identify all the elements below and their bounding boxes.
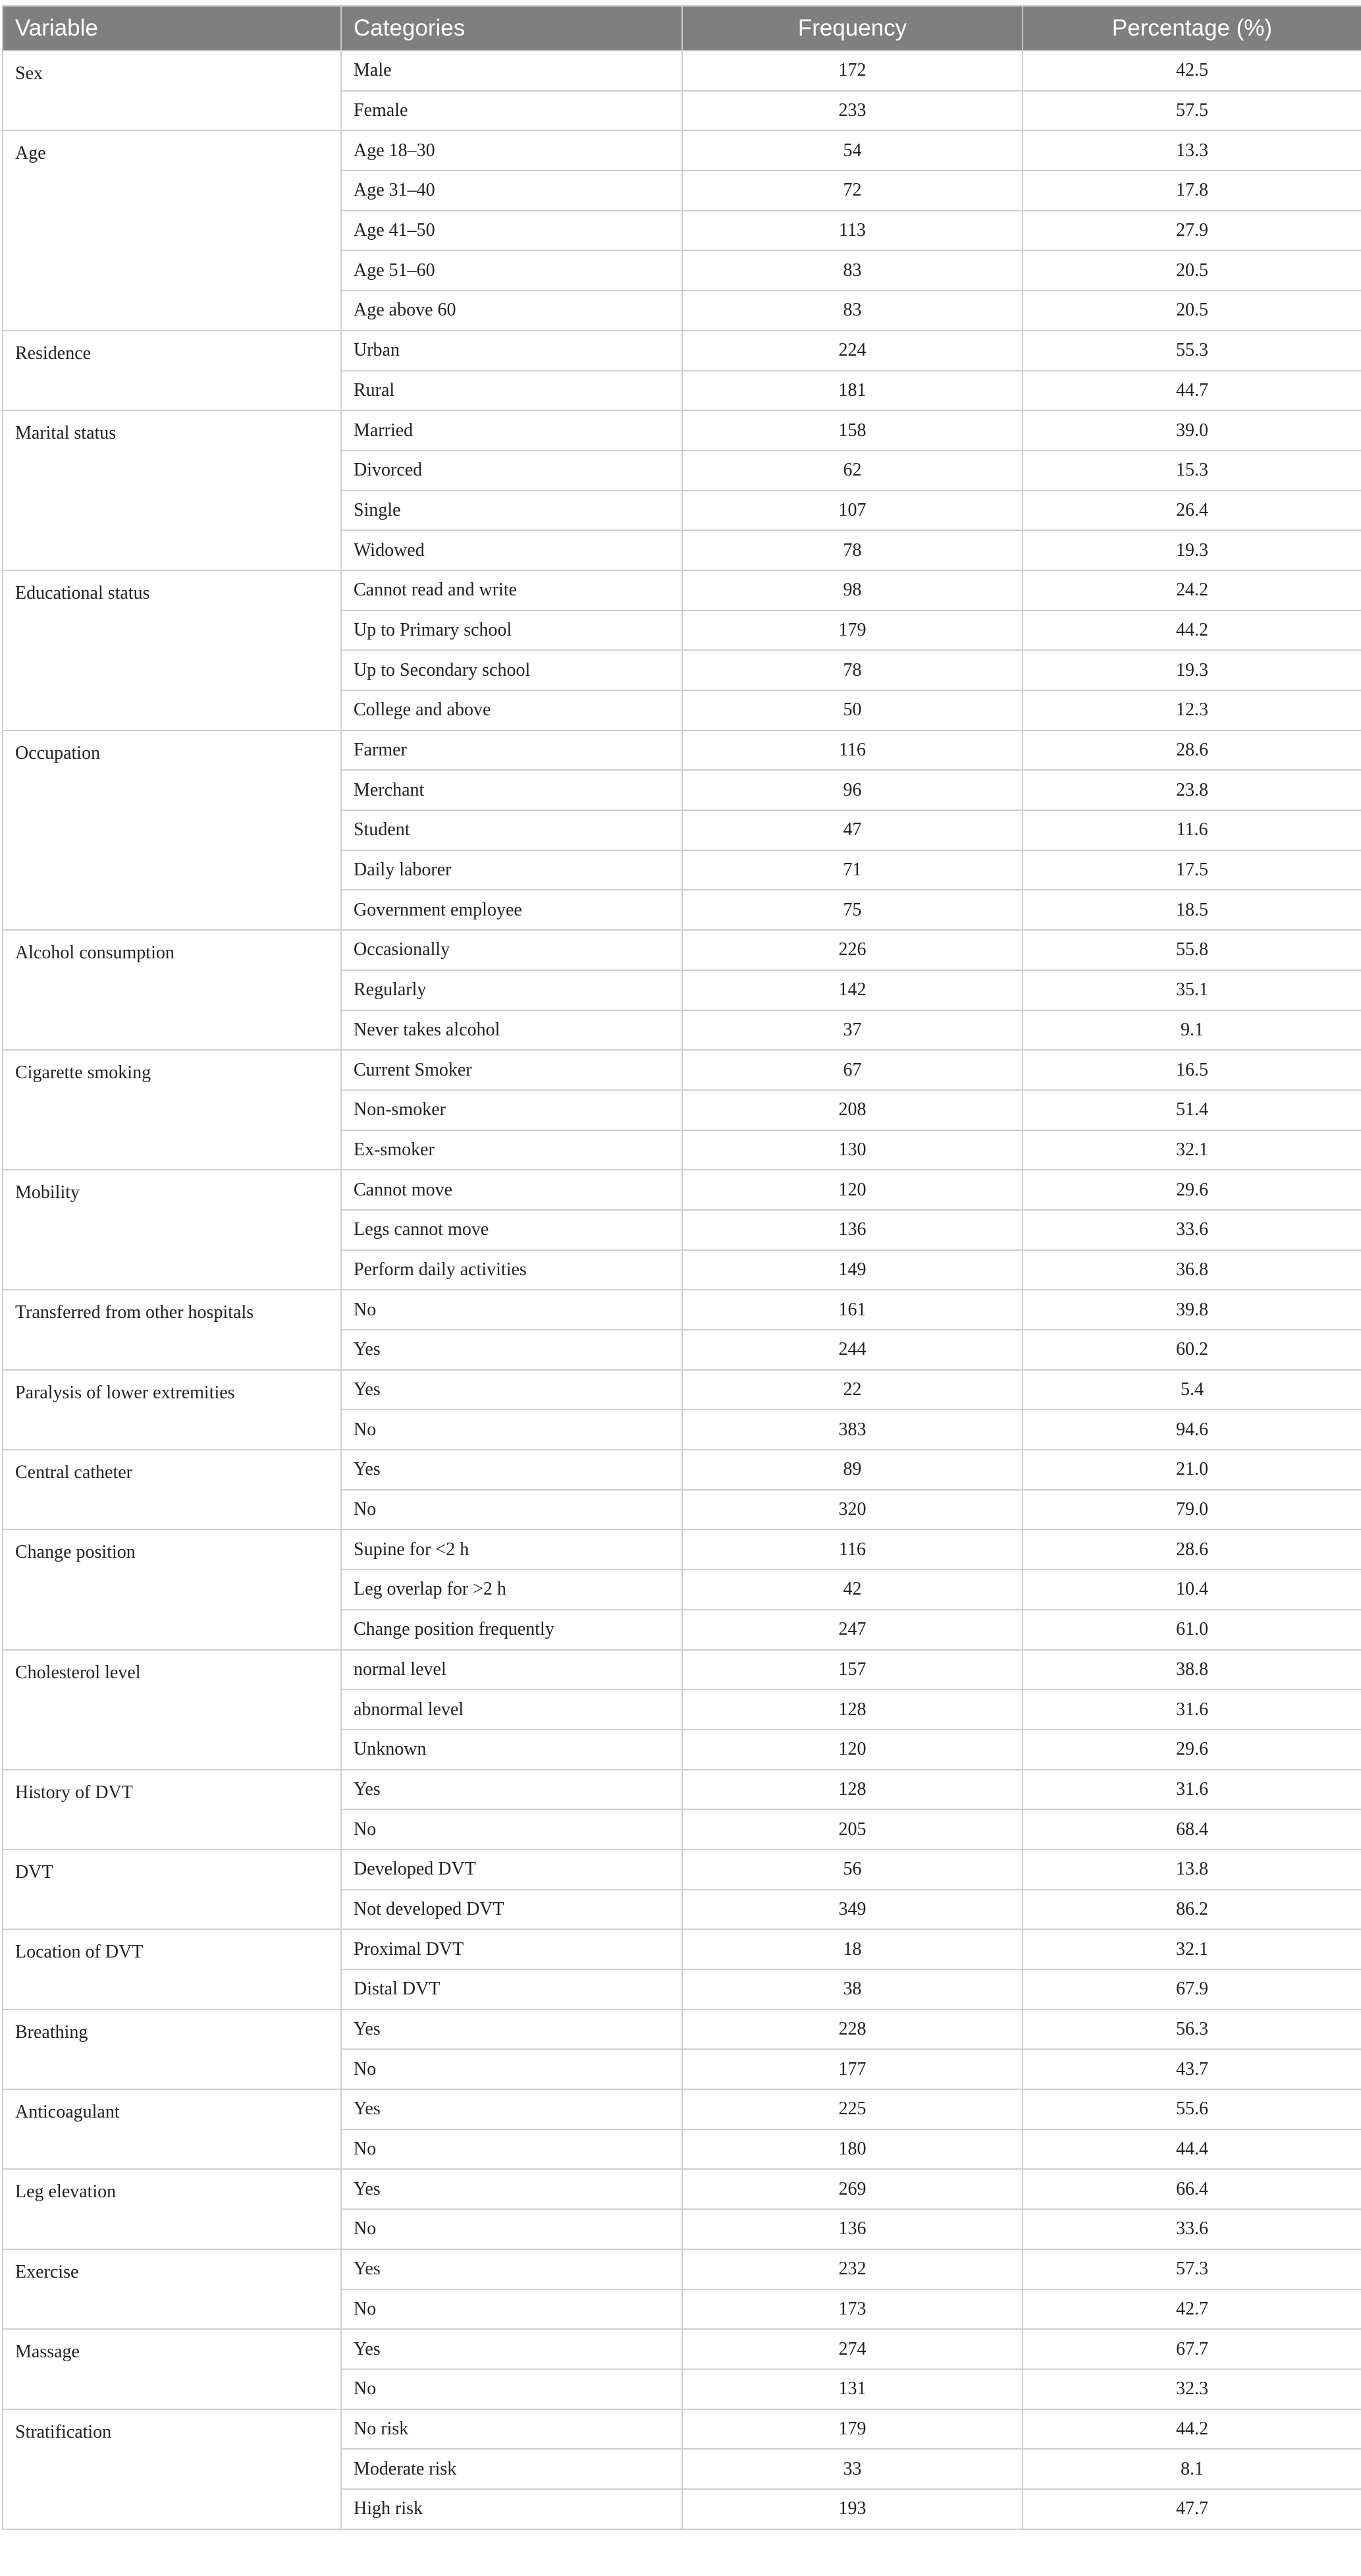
frequency-cell: 72 — [682, 171, 1023, 211]
table-body — [3, 51, 1361, 2529]
frequency-cell: 107 — [682, 491, 1023, 531]
percentage-cell: 13.3 — [1023, 130, 1361, 171]
category-cell: Merchant — [341, 770, 682, 810]
frequency-cell: 149 — [682, 1250, 1023, 1290]
frequency-cell: 120 — [682, 1730, 1023, 1770]
frequency-cell: 172 — [682, 51, 1023, 91]
variable-cell: Central catheter — [3, 1450, 341, 1529]
table-row — [3, 1529, 1361, 1570]
variable-cell: Massage — [3, 2329, 341, 2409]
variable-cell: Breathing — [3, 2010, 341, 2089]
category-cell: No — [341, 1410, 682, 1450]
percentage-cell: 5.4 — [1023, 1370, 1361, 1410]
percentage-cell: 32.1 — [1023, 1130, 1361, 1170]
frequency-cell: 67 — [682, 1050, 1023, 1090]
table-row — [3, 130, 1361, 171]
percentage-cell: 47.7 — [1023, 2489, 1361, 2529]
variable-cell: Cholesterol level — [3, 1650, 341, 1770]
category-cell: Yes — [341, 2249, 682, 2289]
category-cell: Regularly — [341, 970, 682, 1010]
category-cell: Farmer — [341, 730, 682, 771]
percentage-cell: 9.1 — [1023, 1010, 1361, 1051]
frequency-cell: 78 — [682, 530, 1023, 570]
percentage-cell: 13.8 — [1023, 1850, 1361, 1890]
variable-cell: Age — [3, 130, 341, 330]
category-cell: Supine for <2 h — [341, 1529, 682, 1570]
frequency-cell: 383 — [682, 1410, 1023, 1450]
percentage-cell: 79.0 — [1023, 1490, 1361, 1530]
category-cell: Change position frequently — [341, 1610, 682, 1650]
variable-cell: Mobility — [3, 1170, 341, 1290]
percentage-cell: 55.6 — [1023, 2089, 1361, 2129]
frequency-cell: 179 — [682, 611, 1023, 651]
variable-cell: Sex — [3, 51, 341, 130]
frequency-cell: 47 — [682, 810, 1023, 850]
category-cell: Perform daily activities — [341, 1250, 682, 1290]
category-cell: Cannot read and write — [341, 570, 682, 611]
variable-cell: Paralysis of lower extremities — [3, 1370, 341, 1450]
category-cell: Up to Primary school — [341, 611, 682, 651]
percentage-cell: 60.2 — [1023, 1330, 1361, 1370]
percentage-cell: 57.5 — [1023, 91, 1361, 131]
category-cell: Female — [341, 91, 682, 131]
frequency-cell: 116 — [682, 1529, 1023, 1570]
frequency-cell: 180 — [682, 2129, 1023, 2170]
frequency-cell: 247 — [682, 1610, 1023, 1650]
frequency-cell: 161 — [682, 1290, 1023, 1330]
table-row — [3, 2249, 1361, 2289]
frequency-cell: 83 — [682, 250, 1023, 290]
category-cell: No — [341, 1809, 682, 1850]
category-cell: Cannot move — [341, 1170, 682, 1210]
category-cell: College and above — [341, 690, 682, 730]
category-cell: Age 18–30 — [341, 130, 682, 171]
percentage-cell: 26.4 — [1023, 491, 1361, 531]
category-cell: Divorced — [341, 451, 682, 491]
frequency-cell: 113 — [682, 211, 1023, 251]
category-cell: Age 31–40 — [341, 171, 682, 211]
table-row — [3, 1170, 1361, 1210]
category-cell: Yes — [341, 1770, 682, 1810]
category-cell: No — [341, 2049, 682, 2089]
percentage-cell: 35.1 — [1023, 970, 1361, 1010]
category-cell: Married — [341, 410, 682, 451]
frequency-cell: 22 — [682, 1370, 1023, 1410]
percentage-cell: 29.6 — [1023, 1730, 1361, 1770]
frequency-cell: 54 — [682, 130, 1023, 171]
percentage-cell: 15.3 — [1023, 451, 1361, 491]
table-row — [3, 570, 1361, 611]
percentage-cell: 21.0 — [1023, 1450, 1361, 1490]
percentage-cell: 32.1 — [1023, 1929, 1361, 1969]
frequency-cell: 177 — [682, 2049, 1023, 2089]
category-cell: Leg overlap for >2 h — [341, 1570, 682, 1610]
percentage-cell: 43.7 — [1023, 2049, 1361, 2089]
variable-cell: Marital status — [3, 410, 341, 570]
frequency-cell: 244 — [682, 1330, 1023, 1370]
header-percentage: Percentage (%) — [1023, 6, 1361, 51]
table-row — [3, 2089, 1361, 2129]
frequency-cell: 62 — [682, 451, 1023, 491]
category-cell: Legs cannot move — [341, 1210, 682, 1250]
percentage-cell: 38.8 — [1023, 1650, 1361, 1690]
frequency-cell: 128 — [682, 1770, 1023, 1810]
frequency-cell: 226 — [682, 930, 1023, 970]
variable-cell: Alcohol consumption — [3, 930, 341, 1050]
percentage-cell: 31.6 — [1023, 1770, 1361, 1810]
frequency-cell: 89 — [682, 1450, 1023, 1490]
frequency-cell: 98 — [682, 570, 1023, 611]
category-cell: Yes — [341, 2169, 682, 2209]
frequency-cell: 42 — [682, 1570, 1023, 1610]
category-cell: No — [341, 2209, 682, 2249]
category-cell: Yes — [341, 1370, 682, 1410]
frequency-cell: 50 — [682, 690, 1023, 730]
category-cell: Proximal DVT — [341, 1929, 682, 1969]
frequency-cell: 130 — [682, 1130, 1023, 1170]
variable-cell: DVT — [3, 1850, 341, 1929]
category-cell: Age 51–60 — [341, 250, 682, 290]
percentage-cell: 56.3 — [1023, 2010, 1361, 2050]
variable-cell: Educational status — [3, 570, 341, 730]
frequency-cell: 136 — [682, 1210, 1023, 1250]
header-categories: Categories — [341, 6, 682, 51]
percentage-cell: 39.8 — [1023, 1290, 1361, 1330]
percentage-cell: 19.3 — [1023, 650, 1361, 690]
category-cell: Distal DVT — [341, 1969, 682, 2010]
category-cell: Never takes alcohol — [341, 1010, 682, 1051]
frequency-table — [2, 5, 1361, 2530]
category-cell: abnormal level — [341, 1689, 682, 1730]
frequency-cell: 71 — [682, 850, 1023, 891]
percentage-cell: 44.4 — [1023, 2129, 1361, 2170]
percentage-cell: 44.7 — [1023, 371, 1361, 411]
frequency-cell: 274 — [682, 2329, 1023, 2369]
percentage-cell: 12.3 — [1023, 690, 1361, 730]
header-frequency: Frequency — [682, 6, 1023, 51]
percentage-cell: 32.3 — [1023, 2369, 1361, 2409]
percentage-cell: 36.8 — [1023, 1250, 1361, 1290]
percentage-cell: 55.3 — [1023, 331, 1361, 371]
frequency-cell: 179 — [682, 2409, 1023, 2450]
table-row — [3, 930, 1361, 970]
frequency-cell: 18 — [682, 1929, 1023, 1969]
percentage-cell: 51.4 — [1023, 1090, 1361, 1130]
percentage-cell: 42.7 — [1023, 2289, 1361, 2330]
percentage-cell: 17.8 — [1023, 171, 1361, 211]
frequency-cell: 225 — [682, 2089, 1023, 2129]
percentage-cell: 44.2 — [1023, 2409, 1361, 2450]
percentage-cell: 10.4 — [1023, 1570, 1361, 1610]
percentage-cell: 66.4 — [1023, 2169, 1361, 2209]
variable-cell: Cigarette smoking — [3, 1050, 341, 1170]
category-cell: Rural — [341, 371, 682, 411]
percentage-cell: 55.8 — [1023, 930, 1361, 970]
table-row — [3, 730, 1361, 771]
frequency-cell: 158 — [682, 410, 1023, 451]
category-cell: Current Smoker — [341, 1050, 682, 1090]
frequency-cell: 37 — [682, 1010, 1023, 1051]
category-cell: Ex-smoker — [341, 1130, 682, 1170]
table-header-row — [3, 6, 1361, 51]
frequency-cell: 181 — [682, 371, 1023, 411]
frequency-cell: 38 — [682, 1969, 1023, 2010]
percentage-cell: 20.5 — [1023, 290, 1361, 331]
table-row — [3, 1929, 1361, 1969]
table-row — [3, 1850, 1361, 1890]
frequency-cell: 33 — [682, 2449, 1023, 2489]
variable-cell: History of DVT — [3, 1770, 341, 1850]
category-cell: No — [341, 2129, 682, 2170]
variable-cell: Change position — [3, 1529, 341, 1649]
variable-cell: Residence — [3, 331, 341, 410]
table-row — [3, 1650, 1361, 1690]
category-cell: Male — [341, 51, 682, 91]
percentage-cell: 67.7 — [1023, 2329, 1361, 2369]
percentage-cell: 23.8 — [1023, 770, 1361, 810]
frequency-cell: 96 — [682, 770, 1023, 810]
percentage-cell: 27.9 — [1023, 211, 1361, 251]
frequency-cell: 120 — [682, 1170, 1023, 1210]
frequency-cell: 205 — [682, 1809, 1023, 1850]
table-row — [3, 331, 1361, 371]
percentage-cell: 33.6 — [1023, 1210, 1361, 1250]
category-cell: Urban — [341, 331, 682, 371]
category-cell: Occasionally — [341, 930, 682, 970]
category-cell: Developed DVT — [341, 1850, 682, 1890]
percentage-cell: 11.6 — [1023, 810, 1361, 850]
percentage-cell: 28.6 — [1023, 1529, 1361, 1570]
percentage-cell: 42.5 — [1023, 51, 1361, 91]
frequency-cell: 142 — [682, 970, 1023, 1010]
table-row — [3, 2169, 1361, 2209]
percentage-cell: 31.6 — [1023, 1689, 1361, 1730]
frequency-cell: 224 — [682, 331, 1023, 371]
frequency-cell: 116 — [682, 730, 1023, 771]
frequency-cell: 228 — [682, 2010, 1023, 2050]
category-cell: Not developed DVT — [341, 1890, 682, 1930]
variable-cell: Occupation — [3, 730, 341, 930]
frequency-cell: 128 — [682, 1689, 1023, 1730]
variable-cell: Location of DVT — [3, 1929, 341, 2009]
category-cell: Age 41–50 — [341, 211, 682, 251]
data-table-container — [2, 5, 1361, 2530]
frequency-cell: 233 — [682, 91, 1023, 131]
table-row — [3, 1450, 1361, 1490]
frequency-cell: 136 — [682, 2209, 1023, 2249]
category-cell: Yes — [341, 2329, 682, 2369]
category-cell: Single — [341, 491, 682, 531]
percentage-cell: 39.0 — [1023, 410, 1361, 451]
category-cell: No — [341, 1290, 682, 1330]
category-cell: Daily laborer — [341, 850, 682, 891]
frequency-cell: 320 — [682, 1490, 1023, 1530]
percentage-cell: 61.0 — [1023, 1610, 1361, 1650]
category-cell: No — [341, 2369, 682, 2409]
percentage-cell: 8.1 — [1023, 2449, 1361, 2489]
frequency-cell: 157 — [682, 1650, 1023, 1690]
frequency-cell: 56 — [682, 1850, 1023, 1890]
frequency-cell: 75 — [682, 890, 1023, 930]
variable-cell: Leg elevation — [3, 2169, 341, 2249]
percentage-cell: 19.3 — [1023, 530, 1361, 570]
percentage-cell: 16.5 — [1023, 1050, 1361, 1090]
header-variable: Variable — [3, 6, 341, 51]
frequency-cell: 208 — [682, 1090, 1023, 1130]
category-cell: Government employee — [341, 890, 682, 930]
category-cell: No risk — [341, 2409, 682, 2450]
table-row — [3, 2329, 1361, 2369]
category-cell: Yes — [341, 1330, 682, 1370]
category-cell: High risk — [341, 2489, 682, 2529]
category-cell: No — [341, 1490, 682, 1530]
frequency-cell: 232 — [682, 2249, 1023, 2289]
percentage-cell: 29.6 — [1023, 1170, 1361, 1210]
percentage-cell: 67.9 — [1023, 1969, 1361, 2010]
variable-cell: Stratification — [3, 2409, 341, 2529]
category-cell: normal level — [341, 1650, 682, 1690]
category-cell: Up to Secondary school — [341, 650, 682, 690]
table-row — [3, 1370, 1361, 1410]
category-cell: No — [341, 2289, 682, 2330]
frequency-cell: 269 — [682, 2169, 1023, 2209]
percentage-cell: 20.5 — [1023, 250, 1361, 290]
category-cell: Yes — [341, 1450, 682, 1490]
percentage-cell: 94.6 — [1023, 1410, 1361, 1450]
percentage-cell: 57.3 — [1023, 2249, 1361, 2289]
percentage-cell: 24.2 — [1023, 570, 1361, 611]
frequency-cell: 349 — [682, 1890, 1023, 1930]
frequency-cell: 83 — [682, 290, 1023, 331]
variable-cell: Transferred from other hospitals — [3, 1290, 341, 1369]
frequency-cell: 173 — [682, 2289, 1023, 2330]
percentage-cell: 68.4 — [1023, 1809, 1361, 1850]
variable-cell: Exercise — [3, 2249, 341, 2329]
percentage-cell: 17.5 — [1023, 850, 1361, 891]
frequency-cell: 193 — [682, 2489, 1023, 2529]
percentage-cell: 44.2 — [1023, 611, 1361, 651]
table-row — [3, 1770, 1361, 1810]
percentage-cell: 33.6 — [1023, 2209, 1361, 2249]
category-cell: Yes — [341, 2089, 682, 2129]
category-cell: Yes — [341, 2010, 682, 2050]
category-cell: Moderate risk — [341, 2449, 682, 2489]
table-row — [3, 410, 1361, 451]
category-cell: Unknown — [341, 1730, 682, 1770]
category-cell: Age above 60 — [341, 290, 682, 331]
table-row — [3, 1050, 1361, 1090]
table-row — [3, 51, 1361, 91]
percentage-cell: 18.5 — [1023, 890, 1361, 930]
table-row — [3, 2010, 1361, 2050]
category-cell: Student — [341, 810, 682, 850]
percentage-cell: 86.2 — [1023, 1890, 1361, 1930]
table-row — [3, 2409, 1361, 2450]
frequency-cell: 131 — [682, 2369, 1023, 2409]
frequency-cell: 78 — [682, 650, 1023, 690]
table-row — [3, 1290, 1361, 1330]
category-cell: Non-smoker — [341, 1090, 682, 1130]
percentage-cell: 28.6 — [1023, 730, 1361, 771]
variable-cell: Anticoagulant — [3, 2089, 341, 2169]
category-cell: Widowed — [341, 530, 682, 570]
